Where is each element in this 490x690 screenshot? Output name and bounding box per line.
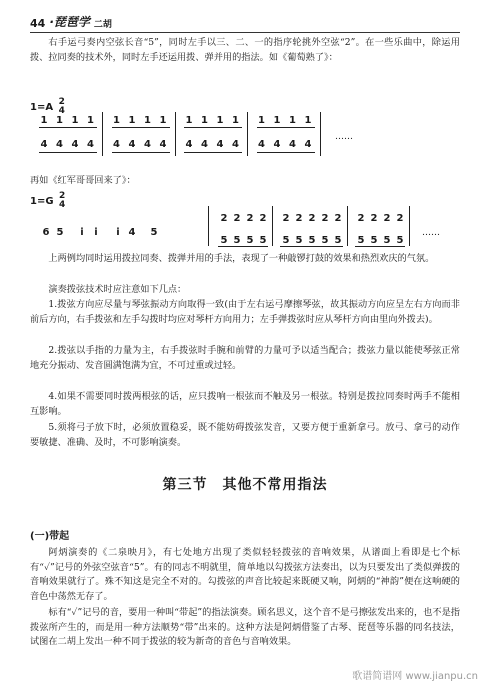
score1-barline bbox=[102, 112, 103, 156]
score2-lead-note: 4 bbox=[128, 227, 136, 238]
score1-lower-note: 4 bbox=[232, 139, 239, 150]
score2-lower-note: 5 bbox=[357, 235, 365, 246]
score1-upper-note: 1 bbox=[304, 115, 312, 126]
score2-lower-note: 5 bbox=[233, 235, 241, 246]
score2-lead-note: i bbox=[94, 227, 98, 238]
score2-upper-note: 2 bbox=[321, 213, 329, 224]
score1-lower-note: 4 bbox=[304, 139, 312, 150]
time2-top: 2 bbox=[59, 191, 66, 201]
score1-barline bbox=[175, 112, 176, 156]
score1-beam bbox=[39, 152, 97, 153]
score2-lower-note: 5 bbox=[259, 235, 267, 246]
subsection-paragraph-2: 标有“✓”记号的音，要用一种叫“带起”的指法演奏。顾名思义，这个音不是弓擦弦发出来的，也不是指拨弦所产生的，而是用一种方法顺势“带”出来的。这种方法是阿炳借鉴了古琴、琵琶等乐器的同名技法，试图在二胡上发出一种不同于拨弦的较为新奇的音色与音响效果。 bbox=[30, 607, 460, 647]
score2-upper-note: 2 bbox=[259, 213, 267, 224]
score1-lower-note: 4 bbox=[273, 139, 281, 150]
score1-upper-note: 1 bbox=[40, 115, 48, 126]
subsection-label: (一)带起 bbox=[30, 531, 70, 542]
score1-lower-note: 4 bbox=[113, 139, 120, 150]
score2-lower-note: 5 bbox=[308, 235, 316, 246]
score1-upper-note: 1 bbox=[87, 115, 94, 126]
score1-key bbox=[30, 98, 65, 116]
score1-beam bbox=[184, 127, 242, 128]
score2-key bbox=[30, 192, 65, 210]
time-signature-1 bbox=[59, 98, 65, 116]
page-header bbox=[30, 8, 460, 33]
intro-paragraph-2: 再如《红军哥哥回来了》： bbox=[30, 175, 136, 186]
score2-lead-note: i bbox=[116, 227, 120, 238]
score1-lower-note: 4 bbox=[185, 139, 193, 150]
score1-lower-note: 4 bbox=[40, 139, 48, 150]
score1-upper-note: 1 bbox=[289, 115, 296, 126]
score1-upper-note: 1 bbox=[144, 115, 151, 126]
score2-lower-note: 5 bbox=[396, 235, 404, 246]
score2-barline bbox=[347, 206, 348, 246]
point-1: 1.拨弦方向应尽量与琴弦振动方向取得一致(由于左右运弓摩擦琴弦，故其振动方向应呈左右方向而非前后方向，右手拨弦和左手勾拨时均应对琴杆方向用力；左手弹拨弦时应从琴杆方向由里向外拨去)。 bbox=[30, 299, 460, 325]
score1-lower-note: 4 bbox=[289, 139, 296, 150]
intro-paragraph-3: 上两例均同时运用拨拉同奏、拨弹并用的手法，表现了一种敲锣打鼓的效果和热烈欢庆的气氛。 bbox=[48, 253, 435, 264]
score1-lower-note: 4 bbox=[128, 139, 136, 150]
score2-upper-note: 2 bbox=[246, 213, 254, 224]
score2-upper-note: 2 bbox=[220, 213, 228, 224]
score1-beam bbox=[112, 152, 170, 153]
page-number: 44 bbox=[30, 17, 46, 30]
point-3: 4.如果不需要同时拨两根弦的话，应只拨响一根弦而不触及另一根弦。特别是拨拉同奏时两手不能相互影响。 bbox=[30, 391, 460, 417]
score2-lead-note: 5 bbox=[150, 227, 158, 238]
point-2: 2.拨弦以手指的力量为主，右手拨弦时手腕和前臂的力量可予以适当配合；拨弦力量以能使琴弦正常地充分振动、发音圆满饱满为宜，不可过重或过轻。 bbox=[30, 345, 460, 371]
score1-lower-note: 4 bbox=[159, 139, 167, 150]
score1-beam bbox=[112, 127, 170, 128]
score2-lead-note: i bbox=[80, 227, 84, 238]
score1-barline bbox=[247, 112, 248, 156]
score2-ending: …… bbox=[422, 228, 440, 238]
score1-lower-note: 4 bbox=[216, 139, 224, 150]
score2-beam bbox=[218, 246, 268, 247]
score1-upper-note: 1 bbox=[56, 115, 63, 126]
score1-barline bbox=[320, 112, 321, 156]
score1-beam bbox=[257, 152, 315, 153]
score2-upper-note: 2 bbox=[383, 213, 391, 224]
score1-lower-note: 4 bbox=[87, 139, 94, 150]
score1-upper-note: 1 bbox=[71, 115, 79, 126]
score2-upper-note: 2 bbox=[396, 213, 404, 224]
score1-upper-note: 1 bbox=[159, 115, 167, 126]
score1-beam bbox=[39, 127, 97, 128]
watermark: 歌谱简谱网 www.jianpu.cn bbox=[352, 671, 478, 682]
key-signature-1: 1=A bbox=[30, 102, 54, 113]
score2-lower-note: 5 bbox=[295, 235, 303, 246]
score2-lower-note: 5 bbox=[282, 235, 290, 246]
intro-paragraph-4: 演奏拨弦技术时应注意如下几点： bbox=[48, 284, 187, 295]
score1-upper-note: 1 bbox=[216, 115, 224, 126]
section-title: 第三节 其他不常用指法 bbox=[162, 477, 328, 493]
score2-lower-note: 5 bbox=[321, 235, 329, 246]
score2-lower-note: 5 bbox=[334, 235, 342, 246]
book-subtitle: 二胡 bbox=[93, 20, 112, 30]
score1-upper-note: 1 bbox=[185, 115, 193, 126]
score2-upper-note: 2 bbox=[308, 213, 316, 224]
score1-ending: …… bbox=[335, 132, 353, 142]
subsection-paragraph-1: 阿炳演奏的《二泉映月》，有七处地方出现了类似轻轻拨弦的音响效果，从谱面上看即是七个标有“✓”记号的外弦空弦音“5”。有的同志不明就里，简单地以勾拨弦方法奏出，以为只要发出了类似弹拨的音响效果就行了。殊不知这是完全不对的。勾拨弦的声音比较起来既硬又响，阿炳的“神韵”便在这响硬的音色中荡然无存了。 bbox=[30, 547, 460, 602]
score2-upper-note: 2 bbox=[295, 213, 303, 224]
score2-upper-note: 2 bbox=[370, 213, 378, 224]
score1-beam bbox=[184, 152, 242, 153]
score2-upper-note: 2 bbox=[282, 213, 290, 224]
score2-upper-note: 2 bbox=[233, 213, 241, 224]
score1-upper-note: 1 bbox=[232, 115, 239, 126]
score2-upper-note: 2 bbox=[334, 213, 342, 224]
score1-upper-note: 1 bbox=[258, 115, 265, 126]
score1-lower-note: 4 bbox=[56, 139, 63, 150]
score1-beam bbox=[257, 127, 315, 128]
score1-upper-note: 1 bbox=[201, 115, 208, 126]
score1-upper-note: 1 bbox=[273, 115, 281, 126]
key-signature-2: 1=G bbox=[30, 196, 54, 207]
score2-upper-note: 2 bbox=[357, 213, 365, 224]
score2-lower-note: 5 bbox=[370, 235, 378, 246]
score1-upper-note: 1 bbox=[113, 115, 120, 126]
score1-lower-note: 4 bbox=[71, 139, 79, 150]
intro-paragraph-1: 右手运弓奏内空弦长音“5”，同时左手以三、二、一的指序轮挑外空弦“2”。在一些乐曲中，除运用拨、拉同奏的技术外，同时左手还运用拨、弹并用的指法。如《葡萄熟了》： bbox=[30, 37, 460, 63]
score2-lead-note: 6 bbox=[42, 227, 50, 238]
time-signature-2 bbox=[59, 192, 65, 210]
score1-lower-note: 4 bbox=[144, 139, 151, 150]
time2-bottom: 4 bbox=[59, 200, 66, 210]
score2-beam bbox=[280, 246, 343, 247]
time1-bottom: 4 bbox=[58, 106, 65, 116]
score2-lead-note: 5 bbox=[56, 227, 64, 238]
score2-lower-note: 5 bbox=[220, 235, 228, 246]
book-title: ·琵琶学 bbox=[49, 15, 90, 29]
score2-lower-note: 5 bbox=[383, 235, 391, 246]
score2-barline bbox=[272, 206, 273, 246]
point-4: 5.须将弓子放下时，必须放置稳妥，既不能妨碍拨弦发音，又要方便于重新拿弓。放弓、拿弓的动作要敏捷、准确、及时，不可影响演奏。 bbox=[30, 422, 460, 448]
score2-lower-note: 5 bbox=[246, 235, 254, 246]
score2-barline bbox=[409, 206, 410, 246]
score1-lower-note: 4 bbox=[258, 139, 265, 150]
time1-top: 2 bbox=[58, 97, 65, 107]
score1-upper-note: 1 bbox=[128, 115, 136, 126]
score2-beam bbox=[355, 246, 405, 247]
score2-barline bbox=[208, 206, 209, 246]
score1-lower-note: 4 bbox=[201, 139, 208, 150]
